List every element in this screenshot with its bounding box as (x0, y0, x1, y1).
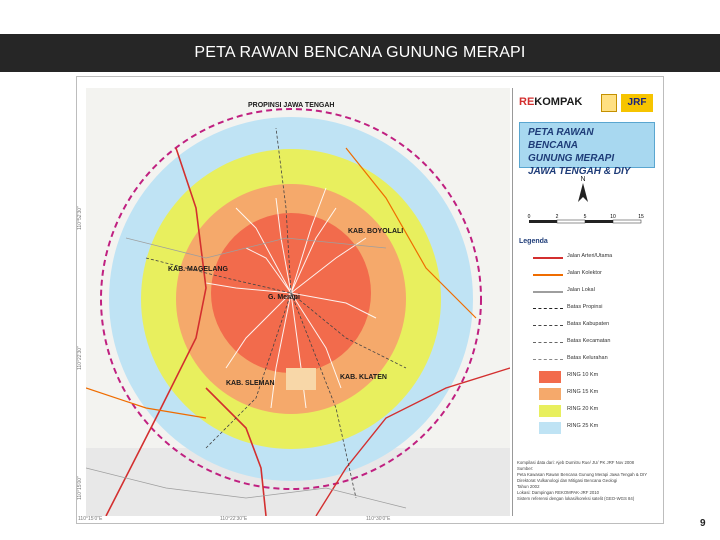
credit-line: Tahun 2002 (517, 484, 540, 489)
pu-logo-icon (601, 94, 617, 112)
rekompak-logo: REKOMPAK (519, 96, 583, 108)
label-magelang: KAB. MAGELANG (168, 266, 228, 273)
label-boyolali: KAB. BOYOLALI (348, 228, 404, 235)
legend-swatch (539, 422, 561, 434)
legend-title: Legenda (519, 238, 548, 245)
svg-text:15: 15 (638, 214, 644, 220)
label-province: PROPINSI JAWA TENGAH (248, 102, 335, 109)
legend-label: RING 15 Km (567, 389, 599, 395)
legend-label: Batas Kecamatan (567, 338, 611, 344)
legend-line-symbol (533, 274, 563, 276)
map-title-line-3: JAWA TENGAH & DIY (528, 166, 631, 177)
svg-text:0: 0 (527, 214, 531, 220)
hazard-map-svg (86, 88, 510, 516)
legend-swatch (539, 388, 561, 400)
svg-text:2: 2 (555, 214, 559, 220)
title-bar (0, 34, 720, 72)
north-arrow-icon (573, 174, 593, 206)
credits (517, 460, 657, 502)
legend-swatch (539, 371, 561, 383)
legend-item (519, 286, 659, 298)
map-area (86, 88, 510, 516)
label-klaten: KAB. KLATEN (340, 374, 387, 381)
svg-text:10: 10 (610, 214, 616, 220)
axis-left-0: 110°52'30" (77, 206, 83, 230)
legend-item (519, 371, 659, 383)
legend-label: Batas Propinsi (567, 304, 603, 310)
legend-line-symbol (533, 257, 563, 259)
scale-bar (523, 212, 651, 226)
legend-panel (512, 88, 661, 516)
legend-item (519, 422, 659, 434)
axis-bottom-0: 110°15'0"E (78, 516, 103, 522)
credit-line: Sistem referensi dengan lokasi/koreksi satelit (GEO-WGS 84) (517, 496, 635, 501)
legend-item (519, 337, 659, 349)
slide-title: PETA RAWAN BENCANA GUNUNG MERAPI (194, 44, 526, 61)
legend-item (519, 405, 659, 417)
legend-label: Batas Kabupaten (567, 321, 610, 327)
map-title-box (519, 122, 655, 177)
credit-line: Lokasi: Dampingan REKOMPAK-JRF 2010 (517, 490, 600, 495)
legend-line-symbol (533, 342, 563, 343)
legend-item (519, 269, 659, 281)
legend-item (519, 320, 659, 332)
legend-label: RING 25 Km (567, 423, 599, 429)
legend-label: Jalan Lokal (567, 287, 595, 293)
map-title-line-2: GUNUNG MERAPI (528, 153, 615, 164)
map-title-line-1: PETA RAWAN BENCANA (528, 127, 594, 151)
legend-label: Batas Kelurahan (567, 355, 608, 361)
credit-line: Kompilasi data dari: Ajeb Dumitru Rue/ JU/ PK JRF Nov 2008 (517, 460, 635, 465)
label-sleman: KAB. SLEMAN (226, 380, 275, 387)
legend-line-symbol (533, 308, 563, 309)
legend-label: RING 20 Km (567, 406, 599, 412)
credit-line: Sumber: (517, 466, 534, 471)
axis-left-2: 110°15'00" (77, 476, 83, 500)
credit-line: Peta Kawasan Rawan Bencana Gunung Merapi Jawa Tengah & DIY (517, 472, 648, 477)
axis-bottom-2: 110°30'0"E (366, 516, 391, 522)
legend-item (519, 303, 659, 315)
credit-line: Direktorat Vulkanologi dan Mitigasi Bencana Geologi (517, 478, 618, 483)
legend-item (519, 388, 659, 400)
legend-label: Jalan Arteri/Utama (567, 253, 613, 259)
svg-text:5: 5 (583, 214, 587, 220)
legend-item (519, 354, 659, 366)
jrf-logo: JRF (621, 94, 653, 112)
axis-left-1: 110°22'30" (77, 346, 83, 370)
sleman-patch (286, 368, 316, 390)
legend-label: Jalan Kolektor (567, 270, 602, 276)
page-number: 9 (700, 518, 706, 529)
legend-item (519, 252, 659, 264)
legend-label: RING 10 Km (567, 372, 599, 378)
label-merapi: G. Merapi (268, 294, 300, 301)
legend-swatch (539, 405, 561, 417)
legend-line-symbol (533, 291, 563, 293)
legend-line-symbol (533, 325, 563, 326)
legend-line-symbol (533, 359, 563, 360)
north-label: N (580, 176, 586, 183)
logo-row (517, 92, 657, 114)
axis-bottom-1: 110°22'30"E (220, 516, 248, 522)
